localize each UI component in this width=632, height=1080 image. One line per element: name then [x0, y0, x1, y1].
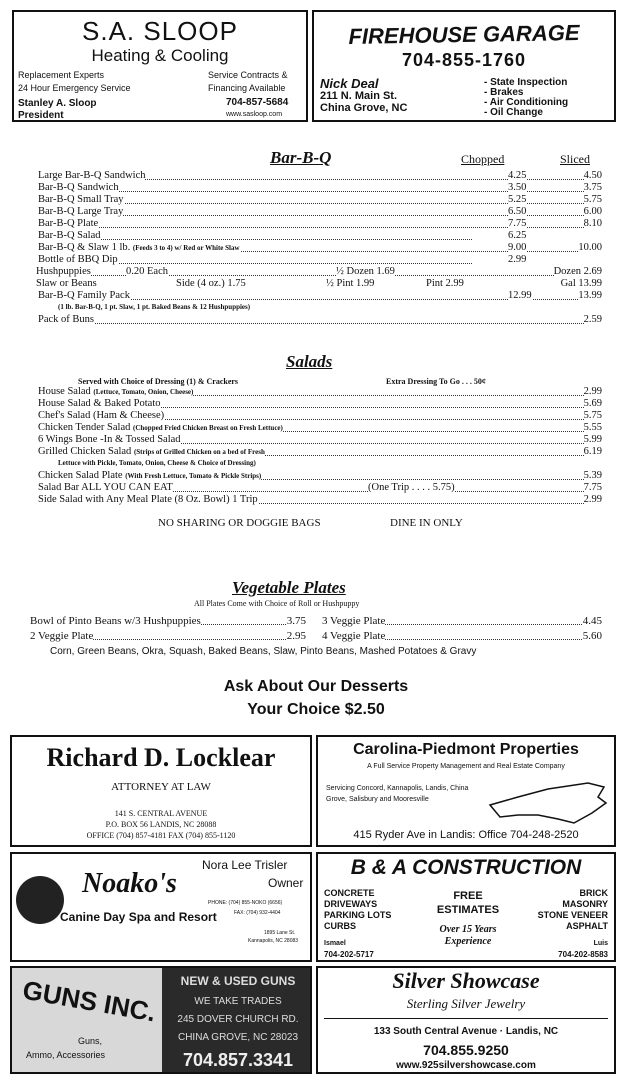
ba-years: Over 15 Years	[439, 924, 497, 935]
firehouse-phone: 704-855-1760	[401, 50, 527, 70]
sloop-left1: Replacement Experts	[18, 70, 105, 80]
menu-row: Bar-B-Q Sandwich 3.50 3.75	[38, 182, 602, 193]
salad-row: 6 Wings Bone -In & Tossed Salad 5.99	[38, 434, 602, 445]
noakos-name: Noako's	[82, 868, 177, 899]
guns-r2: WE TAKE TRADES	[194, 996, 282, 1007]
col-chopped: Chopped	[461, 152, 505, 166]
ba-left-list: CONCRETE DRIVEWAYS PARKING LOTS CURBS	[324, 888, 392, 931]
ba-experience: Experience	[444, 936, 492, 947]
ba-estimates: ESTIMATES	[436, 904, 500, 916]
veg-subtitle: All Plates Come with Choice of Roll or Hushpuppy	[194, 599, 360, 608]
guns-name: GUNS INC.	[20, 974, 159, 1028]
salad-row: House Salad & Baked Potato 5.69	[38, 398, 602, 409]
sloop-right1: Service Contracts &	[208, 70, 288, 80]
ad-silver-showcase	[316, 966, 616, 1074]
sloop-phone: 704-857-5684	[226, 97, 289, 108]
salad-row: Chicken Tender Salad (Chopped Fried Chicken Breast on Fresh Lettuce) 5.55	[38, 422, 602, 433]
salad-row: House Salad (Lettuce, Tomato, Onion, Cheese) 2.99	[38, 386, 602, 397]
noakos-phone: PHONE: (704) 855-NOKO (6656)	[208, 900, 283, 906]
menu-row: Bar-B-Q Small Tray 5.25 5.75	[38, 194, 602, 205]
menu-row: Bottle of BBQ Dip 2.99	[38, 254, 527, 265]
salad-row: Side Salad with Any Meal Plate (8 Oz. Bowl) 1 Trip 2.99	[38, 494, 602, 505]
firehouse-addr2: China Grove, NC	[320, 102, 408, 114]
col-sliced: Sliced	[560, 152, 590, 166]
carolina-name: Carolina-Piedmont Properties	[353, 741, 579, 758]
silver-addr: 133 South Central Avenue · Landis, NC	[373, 1026, 559, 1037]
policy-dine-in: DINE IN ONLY	[390, 517, 463, 529]
guns-r3: 245 DOVER CHURCH RD.	[177, 1014, 299, 1025]
policy-no-sharing: NO SHARING OR DOGGIE BAGS	[158, 517, 321, 529]
guns-r4: CHINA GROVE, NC 28023	[177, 1032, 299, 1043]
carolina-sub: A Full Service Property Management and Real Estate Company	[367, 763, 565, 770]
silver-phone: 704.855.9250	[423, 1042, 509, 1058]
silver-web: www.925silvershowcase.com	[396, 1060, 536, 1071]
noakos-title: Owner	[268, 876, 304, 890]
guns-s1: Guns,	[78, 1036, 103, 1046]
veg-list: Corn, Green Beans, Okra, Squash, Baked Beans, Slaw, Pinto Beans, Mashed Potatoes & Gravy	[50, 646, 477, 657]
family-pack-row: Bar-B-Q Family Pack 12.99 13.99	[38, 290, 602, 301]
ad-noakos	[10, 852, 312, 962]
guns-s2: Ammo, Accessories	[26, 1050, 106, 1060]
paw-logo-icon	[16, 876, 64, 924]
salads-title: Salads	[286, 352, 333, 371]
noakos-sub: Canine Day Spa and Resort	[60, 910, 217, 924]
locklear-phones: OFFICE (704) 857-4181 FAX (704) 855-1120	[86, 831, 236, 840]
menu-row: Bar-B-Q Plate 7.75 8.10	[38, 218, 602, 229]
nc-map-icon	[488, 779, 608, 825]
guns-r1: NEW & USED GUNS	[180, 974, 296, 988]
ba-phone1: 704-202-5717	[324, 950, 374, 959]
firehouse-name: FIREHOUSE GARAGE	[348, 19, 580, 50]
sloop-person: Stanley A. Sloop	[18, 98, 97, 109]
sloop-name: S.A. SLOOP	[82, 16, 238, 46]
desserts-line1: Ask About Our Desserts	[223, 678, 409, 695]
menu-row: Bar-B-Q Large Tray 6.50 6.00	[38, 206, 602, 217]
noakos-addr2: Kannapolis, NC 28083	[248, 938, 299, 944]
service-item: - Air Conditioning	[484, 97, 569, 108]
menu-row: Bar-B-Q & Slaw 1 lb. (Feeds 3 to 4) w/ Red or White Slaw 9.00 10.00	[38, 242, 602, 253]
extra-dressing: Extra Dressing To Go . . . 50¢	[386, 377, 486, 386]
sloop-web: www.sasloop.com	[226, 111, 283, 118]
salad-row: Grilled Chicken Salad (Strips of Grilled Chicken on a bed of Fresh 6.19	[38, 446, 602, 457]
locklear-addr2: P.O. BOX 56 LANDIS, NC 28088	[105, 820, 217, 829]
hushpuppies-row: Hushpuppies 0.20 Each ½ Dozen 1.69 Dozen 2.69	[36, 266, 602, 277]
ba-free: FREE	[453, 890, 483, 902]
ad-ba-construction	[316, 852, 616, 962]
noakos-addr1: 1895 Lane St.	[264, 930, 296, 936]
veg-title: Vegetable Plates	[232, 578, 346, 597]
noakos-person: Nora Lee Trisler	[202, 858, 288, 872]
slaw-row: Slaw or Beans Side (4 oz.) 1.75 ½ Pint 1.99 Pint 2.99 Gal 13.99	[36, 278, 602, 289]
salads-subtitle: Served with Choice of Dressing (1) & Crackers	[78, 377, 239, 386]
locklear-title: ATTORNEY AT LAW	[111, 781, 211, 793]
noakos-fax: FAX: (704) 932-4404	[234, 910, 281, 916]
veg-row: 4 Veggie Plate 5.60	[322, 630, 602, 642]
silver-sub: Sterling Silver Jewelry	[406, 996, 526, 1011]
carolina-addr: 415 Ryder Ave in Landis: Office 704-248-2520	[353, 829, 579, 841]
service-item: - State Inspection	[484, 77, 568, 88]
ba-contact1: Ismael	[324, 940, 346, 947]
locklear-addr1: 141 S. CENTRAL AVENUE	[114, 809, 208, 818]
carolina-serving: Servicing Concord, Kannapolis, Landis, China Grove, Salisbury and Mooresville	[326, 785, 469, 803]
service-item: - Oil Change	[484, 107, 543, 118]
sloop-sub: Heating & Cooling	[91, 46, 229, 65]
desserts-line2: Your Choice $2.50	[247, 701, 385, 718]
ad-locklear	[10, 735, 312, 847]
locklear-name: Richard D. Locklear	[46, 743, 276, 772]
ad-firehouse-garage	[312, 10, 616, 122]
menu-row: Bar-B-Q Salad 6.25	[38, 230, 527, 241]
firehouse-owner: Nick Deal	[320, 76, 379, 91]
menu-row: Large Bar-B-Q Sandwich 4.25 4.50	[38, 170, 602, 181]
family-pack-note: (1 lb. Bar-B-Q, 1 pt. Slaw, 1 pt. Baked Beans & 12 Hushpuppies)	[58, 303, 251, 311]
buns-row: Pack of Buns 2.59	[38, 314, 602, 325]
ad-sa-sloop	[12, 10, 308, 122]
ad-guns-inc	[10, 966, 312, 1074]
ad-carolina-piedmont	[316, 735, 616, 847]
grilled-note: Lettuce with Pickle, Tomato, Onion, Cheese & Choice of Dressing)	[58, 459, 256, 467]
salad-row: Chicken Salad Plate (With Fresh Lettuce, Tomato & Pickle Strips) 5.39	[38, 470, 602, 481]
bbq-title: Bar-B-Q	[270, 148, 332, 167]
firehouse-addr1: 211 N. Main St.	[320, 90, 398, 102]
silver-name: Silver Showcase	[392, 968, 540, 993]
ba-contact2: Luis	[593, 940, 608, 947]
sloop-right2: Financing Available	[208, 83, 286, 93]
ba-phone2: 704-202-8583	[558, 950, 608, 959]
veg-row: 2 Veggie Plate 2.95	[30, 630, 306, 642]
veg-row: 3 Veggie Plate 4.45	[322, 615, 602, 627]
ba-name: B & A CONSTRUCTION	[350, 856, 582, 879]
veg-row: Bowl of Pinto Beans w/3 Hushpuppies 3.75	[30, 615, 306, 627]
guns-phone: 704.857.3341	[182, 1050, 294, 1070]
salad-row: Chef's Salad (Ham & Cheese) 5.75	[38, 410, 602, 421]
firehouse-services	[484, 78, 568, 118]
ba-right-list: BRICK MASONRY STONE VENEER ASPHALT	[537, 888, 608, 931]
sloop-left2: 24 Hour Emergency Service	[18, 83, 131, 93]
sloop-title: President	[18, 110, 64, 121]
service-item: - Brakes	[484, 87, 524, 98]
salad-row: Salad Bar ALL YOU CAN EAT (One Trip . . . . 5.75) 7.75	[38, 482, 602, 493]
